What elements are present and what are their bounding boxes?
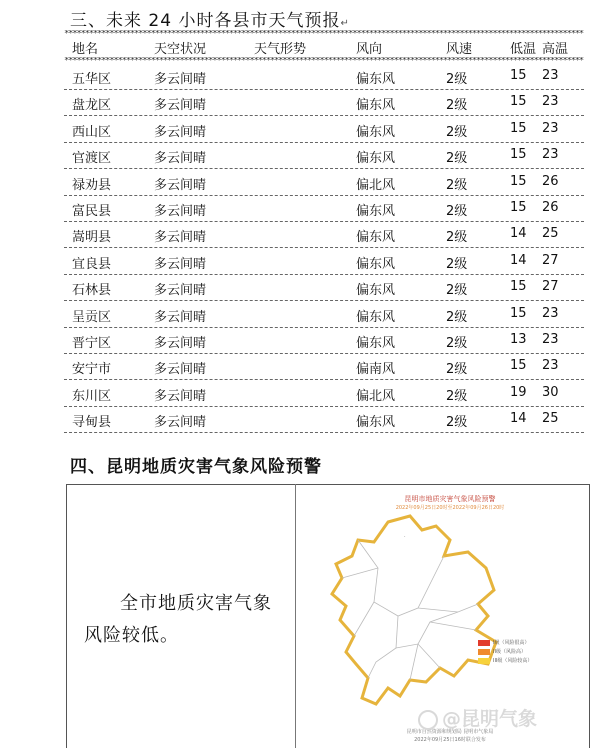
table-row [64,64,584,88]
cell-speed: 2级 [446,256,468,272]
cell-name: 呈贡区 [72,309,112,325]
table-row [64,196,584,220]
legend-swatch [478,658,490,664]
cell-high: 23 [542,147,559,163]
cell-name: 西山区 [72,124,112,140]
cell-name: 寻甸县 [72,415,112,431]
cell-dir: 偏东风 [356,415,396,431]
cell-speed: 2级 [446,388,468,404]
cell-low: 14 [510,226,527,242]
cell-low: 15 [510,120,527,136]
cell-low: 14 [510,252,527,268]
cell-name: 宜良县 [72,256,112,272]
header-trend: 天气形势 [254,42,307,57]
map-label: · [404,534,406,540]
header-dir: 风向 [356,42,383,57]
cell-sky: 多云间晴 [154,72,207,87]
cell-low: 15 [510,358,527,374]
cell-high: 23 [542,120,559,136]
cell-dir: 偏东风 [356,309,396,325]
cell-speed: 2级 [446,309,468,325]
row-divider [64,432,584,433]
cell-high: 27 [542,279,559,295]
table-row [64,222,584,246]
cell-dir: 偏东风 [356,256,396,272]
cell-name: 盘龙区 [72,98,112,114]
cell-speed: 2级 [446,124,468,140]
cell-sky: 多云间晴 [154,98,207,114]
cell-high: 23 [542,305,559,321]
cell-name: 嵩明县 [72,230,112,246]
cell-speed: 2级 [446,98,468,114]
cell-low: 15 [510,305,527,321]
cell-name: 石林县 [72,283,112,299]
table-row [64,328,584,352]
cell-high: 26 [542,200,559,215]
cell-name: 禄劝县 [72,177,112,193]
cell-low: 15 [510,94,527,110]
header-low: 低温 [510,42,537,57]
cell-low: 15 [510,173,527,189]
cell-speed: 2级 [446,336,468,351]
header-sky: 天空状况 [154,42,207,57]
cell-speed: 2级 [446,362,468,378]
cell-sky: 多云间晴 [154,362,207,378]
cell-sky: 多云间晴 [154,256,207,272]
cell-name: 晋宁区 [72,336,112,351]
warning-summary-text: 全市地质灾害气象风险较低。 [84,593,272,646]
cell-speed: 2级 [446,151,468,167]
cell-dir: 偏东风 [356,124,396,140]
cell-dir: 偏北风 [356,177,396,193]
map-title: 昆明市地质灾害气象风险预警 [404,495,496,503]
cell-name: 官渡区 [72,151,112,167]
legend-item-1: I级（风险很高） [478,638,532,647]
cell-speed: 2级 [446,415,468,431]
table-row [64,302,584,326]
weibo-icon [418,710,438,730]
header-name: 地名 [72,42,99,57]
cell-speed: 2级 [446,204,468,219]
header-speed: 风速 [446,42,473,57]
map-footer-agency: 昆明市自然资源和规划局 昆明市气象局 [406,729,494,735]
cell-high: 26 [542,173,559,189]
cell-dir: 偏东风 [356,98,396,114]
cell-speed: 2级 [446,230,468,246]
cell-dir: 偏东风 [356,72,396,87]
frame-divider [295,484,296,748]
cell-low: 13 [510,332,527,347]
table-row [64,249,584,273]
cell-high: 30 [542,384,559,400]
cell-sky: 多云间晴 [154,388,207,404]
cell-dir: 偏东风 [356,336,396,351]
cell-sky: 多云间晴 [154,230,207,246]
table-row [64,407,584,431]
legend-item-3: III级（风险较高） [478,656,532,665]
cell-sky: 多云间晴 [154,204,207,219]
cell-sky: 多云间晴 [154,415,207,431]
table-row [64,354,584,378]
cell-high: 27 [542,252,559,268]
cell-high: 23 [542,68,559,83]
cell-speed: 2级 [446,72,468,87]
cell-high: 25 [542,226,559,242]
cell-name: 东川区 [72,388,112,404]
map-footer-date: 2022年09月25日16时联合发布 [414,737,486,743]
section-4-title: 四、昆明地质灾害气象风险预警 [70,457,322,477]
table-row [64,275,584,299]
cell-dir: 偏东风 [356,204,396,219]
cell-high: 23 [542,94,559,110]
cell-dir: 偏东风 [356,230,396,246]
cell-sky: 多云间晴 [154,283,207,299]
cell-dir: 偏南风 [356,362,396,378]
section-3-title: 三、未来 24 小时各县市天气预报↵ [70,11,350,31]
star-divider-top: ****************************************************************************************************************************** [64,30,583,39]
legend-item-2: II级（风险高） [478,647,532,656]
cell-dir: 偏东风 [356,283,396,299]
cell-low: 15 [510,279,527,295]
legend-swatch [478,640,490,646]
cell-low: 14 [510,411,527,427]
cell-low: 19 [510,384,527,400]
cell-low: 15 [510,147,527,163]
cell-name: 安宁市 [72,362,112,378]
table-row [64,143,584,167]
kunming-district-map [318,512,528,732]
cell-low: 15 [510,200,527,215]
cell-high: 23 [542,332,559,347]
table-row [64,170,584,194]
cell-speed: 2级 [446,283,468,299]
cell-high: 23 [542,358,559,374]
cell-sky: 多云间晴 [154,151,207,167]
cell-sky: 多云间晴 [154,336,207,351]
table-row [64,90,584,114]
map-subtitle: 2022年09月25日20时至2022年09月26日20时 [395,505,505,511]
cell-sky: 多云间晴 [154,309,207,325]
table-row [64,381,584,405]
cell-low: 15 [510,68,527,83]
map-legend [478,638,532,665]
cell-sky: 多云间晴 [154,177,207,193]
cell-sky: 多云间晴 [154,124,207,140]
cell-name: 五华区 [72,72,112,87]
weibo-watermark: @昆明气象 [418,704,537,731]
table-row [64,117,584,141]
cell-dir: 偏东风 [356,151,396,167]
star-divider-bottom: ****************************************************************************************************************************** [64,57,583,66]
cell-speed: 2级 [446,177,468,193]
cell-dir: 偏北风 [356,388,396,404]
cell-name: 富民县 [72,204,112,219]
legend-swatch [478,649,490,655]
cell-high: 25 [542,411,559,427]
header-high: 高温 [542,42,569,57]
